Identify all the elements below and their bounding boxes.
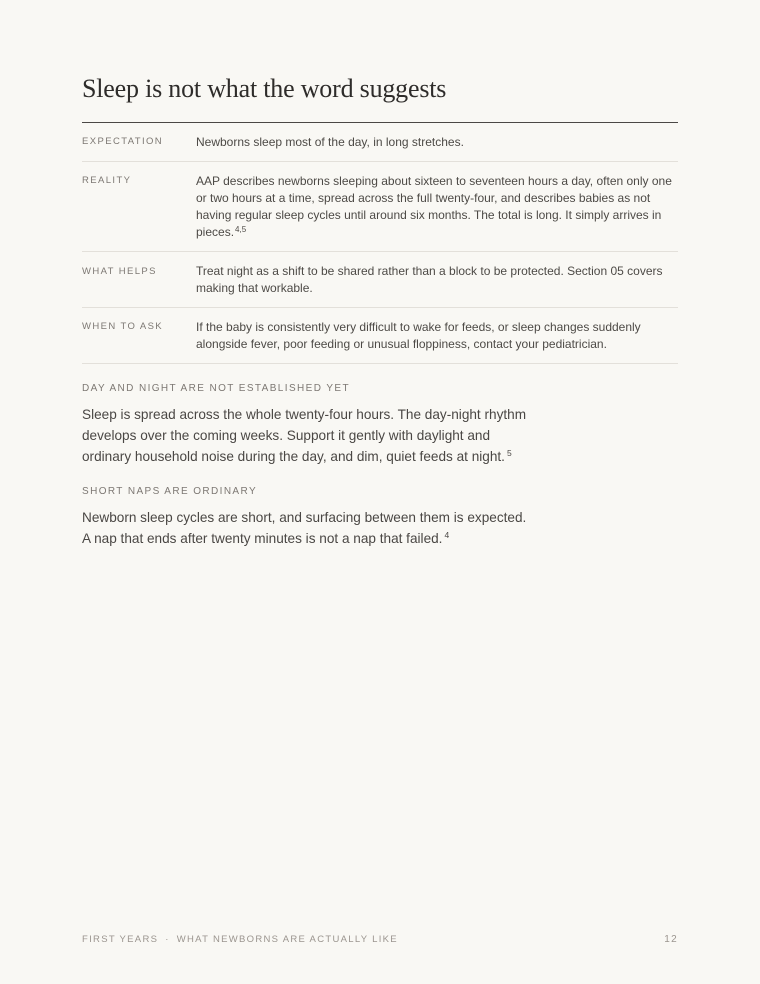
footnote-ref[interactable]: 4,5 xyxy=(235,225,247,234)
section-paragraph-short-naps: Newborn sleep cycles are short, and surfacing between them is expected. A nap that ends after twenty minutes is not a nap that failed. $^4$ xyxy=(82,510,527,546)
row-label: REALITY xyxy=(82,175,132,186)
page-title: Sleep is not what the word suggests xyxy=(82,74,447,103)
expectation-table xyxy=(82,123,678,364)
footnote-ref[interactable]: 5 xyxy=(506,448,512,458)
section-heading-short-naps: SHORT NAPS ARE ORDINARY xyxy=(82,486,258,497)
section-heading-day-night: DAY AND NIGHT ARE NOT ESTABLISHED YET xyxy=(82,383,350,394)
footer-chapter-title: WHAT NEWBORNS ARE ACTUALLY LIKE xyxy=(176,934,398,945)
row-text: Treat night as a shift to be shared rather than a block to be protected. Section 05 covers making that workable. xyxy=(196,264,663,295)
row-label: EXPECTATION xyxy=(82,136,164,147)
row-text: Newborns sleep most of the day, in long stretches. xyxy=(196,135,464,149)
page-number: 12 xyxy=(664,934,678,945)
row-text: If the baby is consistently very difficult to wake for feeds, or sleep changes suddenly alongside fever, poor feeding or unusual floppiness, contact your pediatrician. xyxy=(196,320,641,351)
row-label: WHAT HELPS xyxy=(82,266,157,277)
footer-running-title xyxy=(82,933,398,947)
row-label: WHEN TO ASK xyxy=(82,321,164,332)
footer-book-title: FIRST YEARS xyxy=(82,934,159,945)
footnote-ref[interactable]: 4 xyxy=(444,530,450,540)
table-row-what-helps xyxy=(82,252,678,308)
table-row-reality xyxy=(82,162,678,252)
row-text: AAP describes newborns sleeping about sixteen to seventeen hours a day, often only one or two hours at a time, spread across the full twenty-four, and describes babies as not having regular sleep cycles until around six months. The total is long. It simply arrives in pieces.$^{4,5}$ xyxy=(196,174,672,239)
section-paragraph-day-night: Sleep is spread across the whole twenty-four hours. The day-night rhythm develops over the coming weeks. Support it gently with daylight and ordinary household noise during the day, and dim, quiet feeds at night. $^5$ xyxy=(82,407,527,464)
footer-separator: · xyxy=(165,934,170,945)
table-row-expectation xyxy=(82,123,678,162)
table-row-when-to-ask xyxy=(82,308,678,364)
